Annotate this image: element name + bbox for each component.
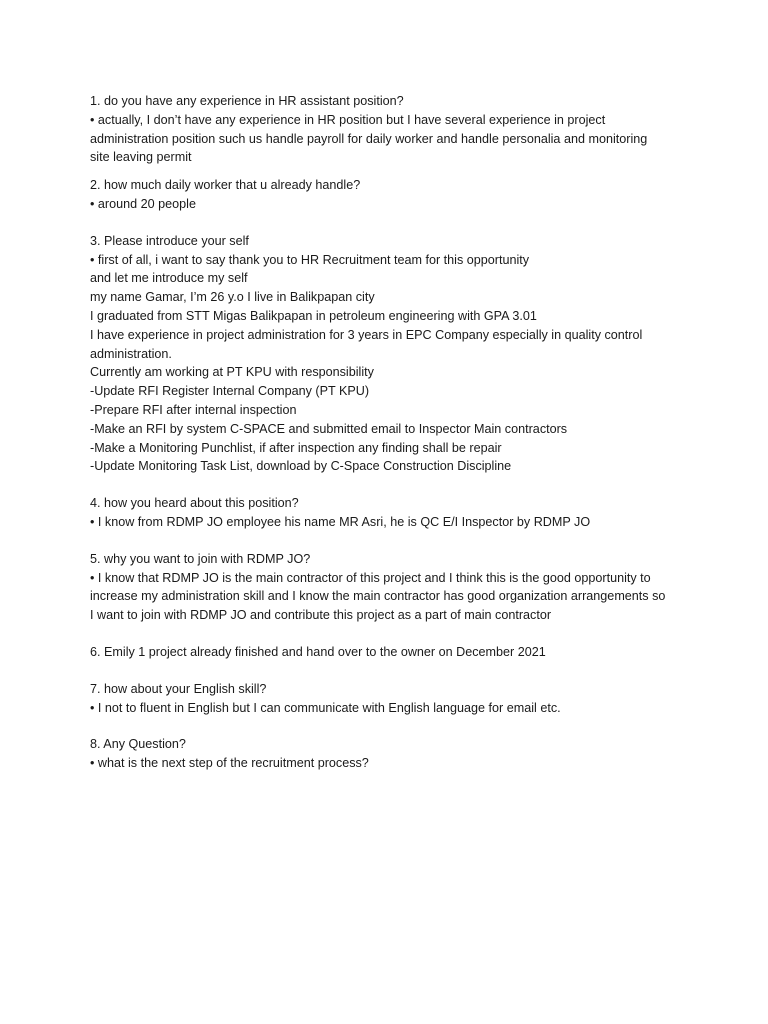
question-5: 5. why you want to join with RDMP JO? (90, 551, 311, 566)
answer-3-line-12: -Update Monitoring Task List, download by C-Space Construction Discipline (90, 459, 512, 474)
answer-2-line-1: • around 20 people (90, 196, 196, 211)
qa-section-2 (90, 176, 730, 214)
question-4: 4. how you heard about this position? (90, 496, 299, 511)
spacer (90, 625, 730, 643)
question-3: 3. Please introduce your self (90, 233, 249, 248)
answer-1-line-1: • actually, I don’t have any experience in HR position but I have several experience in project (90, 112, 606, 127)
qa-section-8 (90, 735, 730, 773)
spacer (90, 717, 730, 735)
answer-3-line-6: administration. (90, 346, 172, 361)
qa-section-5 (90, 550, 730, 625)
spacer (90, 214, 730, 232)
answer-3-line-11: -Make a Monitoring Punchlist, if after inspection any finding shall be repair (90, 440, 502, 455)
qa-section-7 (90, 680, 730, 718)
spacer (90, 662, 730, 680)
answer-1-line-2: administration position such us handle payroll for daily worker and handle personalia and monitoring (90, 131, 648, 146)
answer-3-line-2: and let me introduce my self (90, 271, 248, 286)
answer-5-line-1: • I know that RDMP JO is the main contractor of this project and I think this is the good opportunity to (90, 570, 651, 585)
question-8: 8. Any Question? (90, 737, 186, 752)
spacer (90, 167, 730, 176)
answer-3-line-3: my name Gamar, I’m 26 y.o I live in Balikpapan city (90, 290, 375, 305)
answer-3-line-10: -Make an RFI by system C-SPACE and submitted email to Inspector Main contractors (90, 421, 568, 436)
answer-5-line-3: I want to join with RDMP JO and contribute this project as a part of main contractor (90, 608, 552, 623)
spacer (90, 476, 730, 494)
answer-3-line-9: -Prepare RFI after internal inspection (90, 402, 297, 417)
qa-section-1 (90, 92, 730, 167)
answer-3-line-8: -Update RFI Register Internal Company (PT KPU) (90, 384, 370, 399)
answer-8-line-1: • what is the next step of the recruitment process? (90, 756, 369, 771)
qa-section-4 (90, 494, 730, 532)
question-2: 2. how much daily worker that u already handle? (90, 178, 361, 193)
answer-1-line-3: site leaving permit (90, 150, 192, 165)
question-6: 6. Emily 1 project already finished and hand over to the owner on December 2021 (90, 644, 546, 659)
qa-section-3 (90, 232, 730, 476)
question-1: 1. do you have any experience in HR assistant position? (90, 94, 404, 108)
answer-3-line-1: • first of all, i want to say thank you to HR Recruitment team for this opportunity (90, 252, 530, 267)
answer-4-line-1: • I know from RDMP JO employee his name MR Asri, he is QC E/I Inspector by RDMP JO (90, 514, 591, 529)
answer-5-line-2: increase my administration skill and I know the main contractor has good organization arrangements so (90, 589, 666, 604)
document-body (90, 92, 730, 773)
answer-3-line-5: I have experience in project administration for 3 years in EPC Company especially in quality control (90, 327, 643, 342)
answer-7-line-1: • I not to fluent in English but I can communicate with English language for email etc. (90, 700, 561, 715)
spacer (90, 532, 730, 550)
qa-section-6 (90, 643, 730, 662)
answer-3-line-7: Currently am working at PT KPU with responsibility (90, 365, 374, 380)
answer-3-line-4: I graduated from STT Migas Balikpapan in petroleum engineering with GPA 3.01 (90, 308, 537, 323)
question-7: 7. how about your English skill? (90, 681, 267, 696)
